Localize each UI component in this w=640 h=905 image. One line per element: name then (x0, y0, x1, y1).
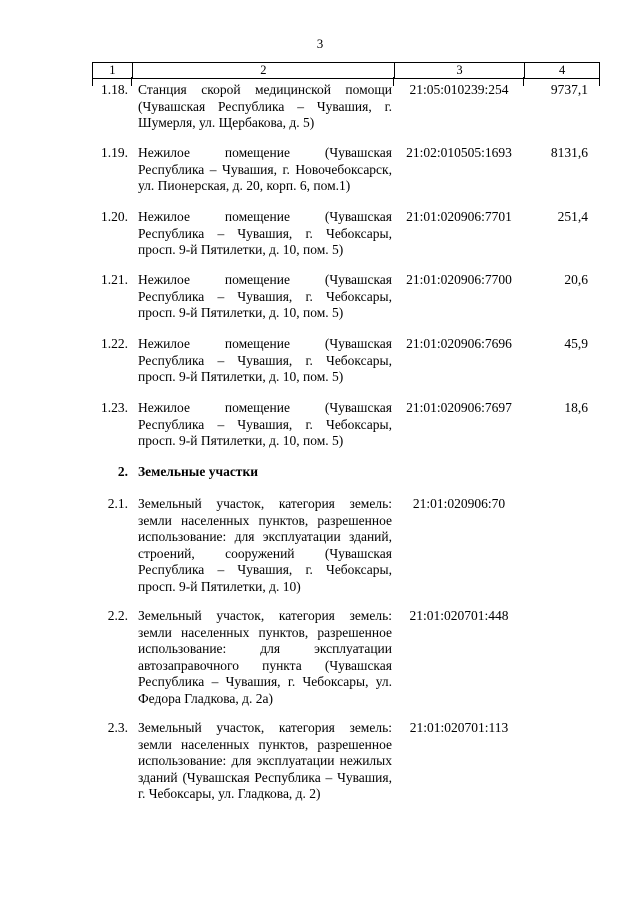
row-number: 2.3. (107, 720, 128, 735)
page-number: 3 (316, 36, 324, 51)
row-number: 2.2. (107, 608, 128, 623)
header-col-1: 1 (92, 63, 132, 78)
section-title: Земельные участки (138, 464, 258, 479)
row-description: Земельный участок, категория земель: земли населенных пунктов, разрешенное использование: для эксплуатации нежилых зданий (Чувашская Республика – Чувашия, г. Чебоксары, ул. Гладкова, д. 2) (138, 720, 392, 801)
row-description: Нежилое помещение (Чувашская Республика – Чувашия, г. Чебоксары, просп. 9-й Пятилетки, д. 10, пом. 5) (138, 209, 392, 257)
cadastral-number: 21:05:010239:254 (409, 82, 509, 97)
header-col-4: 4 (524, 63, 600, 78)
row-number: 1.20. (101, 209, 128, 224)
row-description: Нежилое помещение (Чувашская Республика – Чувашия, г. Чебоксары, просп. 9-й Пятилетки, д. 10, пом. 5) (138, 400, 392, 448)
area-value: 20,6 (564, 272, 588, 287)
area-value: 251,4 (557, 209, 588, 224)
cadastral-number: 21:01:020906:7696 (406, 336, 512, 351)
area-value: 8131,6 (550, 145, 588, 160)
row-number: 1.21. (101, 272, 128, 287)
row-description: Нежилое помещение (Чувашская Республика – Чувашия, г. Чебоксары, просп. 9-й Пятилетки, д. 10, пом. 5) (138, 336, 392, 384)
area-value: 18,6 (564, 400, 588, 415)
column-divider (131, 77, 132, 86)
row-description: Нежилое помещение (Чувашская Республика – Чувашия, г. Новочебоксарск, ул. Пионерская, д. 20, корп. 6, пом.1) (138, 145, 392, 193)
cadastral-number: 21:02:010505:1693 (406, 145, 512, 160)
row-description: Земельный участок, категория земель: земли населенных пунктов, разрешенное использование: для эксплуатации зданий, строений, сооружений (Чувашская Республика – Чувашия, г. Чебоксары, просп. 9-й Пятилетки, д. 10) (138, 496, 392, 594)
row-description: Нежилое помещение (Чувашская Республика – Чувашия, г. Чебоксары, просп. 9-й Пятилетки, д. 10, пом. 5) (138, 272, 392, 320)
row-number: 1.23. (101, 400, 128, 415)
cadastral-number: 21:01:020701:448 (409, 608, 509, 623)
row-number: 1.22. (101, 336, 128, 351)
header-col-2: 2 (132, 63, 394, 78)
cadastral-number: 21:01:020906:70 (412, 496, 506, 511)
row-description: Станция скорой медицинской помощи (Чувашская Республика – Чувашия, г. Шумерля, ул. Щербакова, д. 5) (138, 82, 392, 130)
area-value: 9737,1 (550, 82, 588, 97)
section-number: 2. (117, 464, 128, 479)
row-number: 1.18. (101, 82, 128, 97)
header-col-3: 3 (394, 63, 524, 78)
cadastral-number: 21:01:020906:7697 (406, 400, 512, 415)
row-number: 1.19. (101, 145, 128, 160)
row-number: 2.1. (107, 496, 128, 511)
cadastral-number: 21:01:020701:113 (409, 720, 509, 735)
cadastral-number: 21:01:020906:7700 (406, 272, 512, 287)
row-description: Земельный участок, категория земель: земли населенных пунктов, разрешенное использование: для эксплуатации автозаправочного пункта (Чувашская Республика – Чувашия, г. Чебоксары, ул. Федора Гладкова, д. 2а) (138, 608, 392, 706)
area-value: 45,9 (564, 336, 588, 351)
cadastral-number: 21:01:020906:7701 (406, 209, 512, 224)
